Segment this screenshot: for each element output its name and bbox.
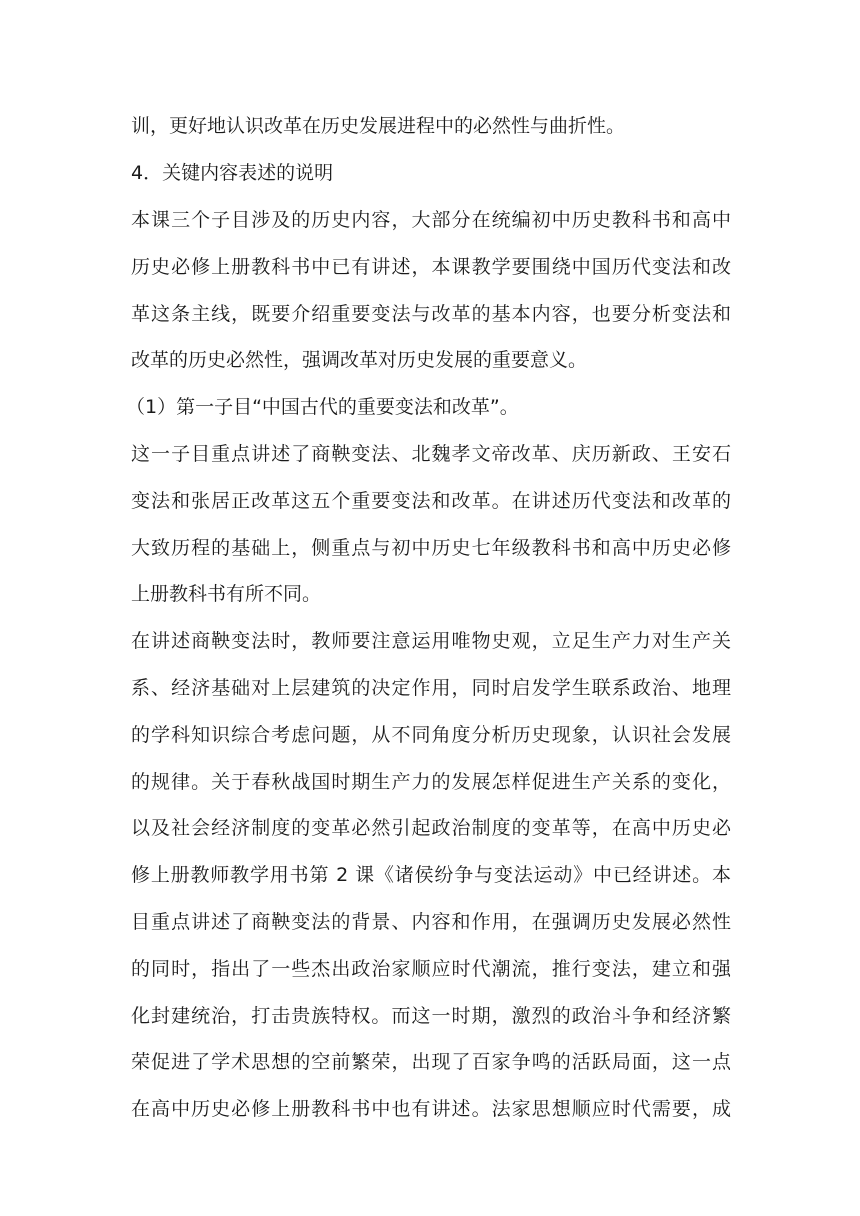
paragraph-line: 修上册教师教学用书第 2 课《诸侯纷争与变法运动》中已经讲述。本: [131, 864, 731, 886]
paragraph-line: 化封建统治，打击贵族特权。而这一时期，激烈的政治斗争和经济繁: [131, 1005, 731, 1027]
paragraph-line: 的规律。关于春秋战国时期生产力的发展怎样促进生产关系的变化，: [131, 771, 731, 793]
subsection-heading: （1）第一子目“中国古代的重要变法和改革”。: [126, 396, 519, 418]
paragraph-line: 大致历程的基础上，侧重点与初中历史七年级教科书和高中历史必修: [131, 537, 731, 559]
paragraph-line: 改革的历史必然性，强调改革对历史发展的重要意义。: [131, 349, 588, 371]
paragraph-line: 的同时，指出了一些杰出政治家顺应时代潮流，推行变法，建立和强: [131, 958, 731, 980]
section-heading: 4．关键内容表述的说明: [131, 162, 334, 184]
paragraph-line: 历史必修上册教科书中已有讲述，本课教学要围绕中国历代变法和改: [131, 256, 731, 278]
paragraph-line: 在高中历史必修上册教科书中也有讲述。法家思想顺应时代需要，成: [131, 1098, 731, 1120]
paragraph-line: 以及社会经济制度的变革必然引起政治制度的变革等，在高中历史必: [131, 817, 731, 839]
paragraph-line: 本课三个子目涉及的历史内容，大部分在统编初中历史教科书和高中: [131, 209, 731, 231]
paragraph-line: 训，更好地认识改革在历史发展进程中的必然性与曲折性。: [131, 115, 626, 137]
paragraph-line: 荣促进了学术思想的空前繁荣，出现了百家争鸣的活跃局面，这一点: [131, 1051, 731, 1073]
paragraph-line: 上册教科书有所不同。: [131, 583, 322, 605]
paragraph-line: 系、经济基础对上层建筑的决定作用，同时启发学生联系政治、地理: [131, 677, 731, 699]
paragraph-line: 目重点讲述了商鞅变法的背景、内容和作用，在强调历史发展必然性: [131, 911, 731, 933]
paragraph-line: 革这条主线，既要介绍重要变法与改革的基本内容，也要分析变法和: [131, 303, 731, 325]
paragraph-line: 这一子目重点讲述了商鞅变法、北魏孝文帝改革、庆历新政、王安石: [131, 443, 731, 465]
paragraph-line: 的学科知识综合考虑问题，从不同角度分析历史现象，认识社会发展: [131, 724, 731, 746]
paragraph-line: 在讲述商鞅变法时，教师要注意运用唯物史观，立足生产力对生产关: [131, 630, 731, 652]
paragraph-line: 变法和张居正改革这五个重要变法和改革。在讲述历代变法和改革的: [131, 490, 731, 512]
